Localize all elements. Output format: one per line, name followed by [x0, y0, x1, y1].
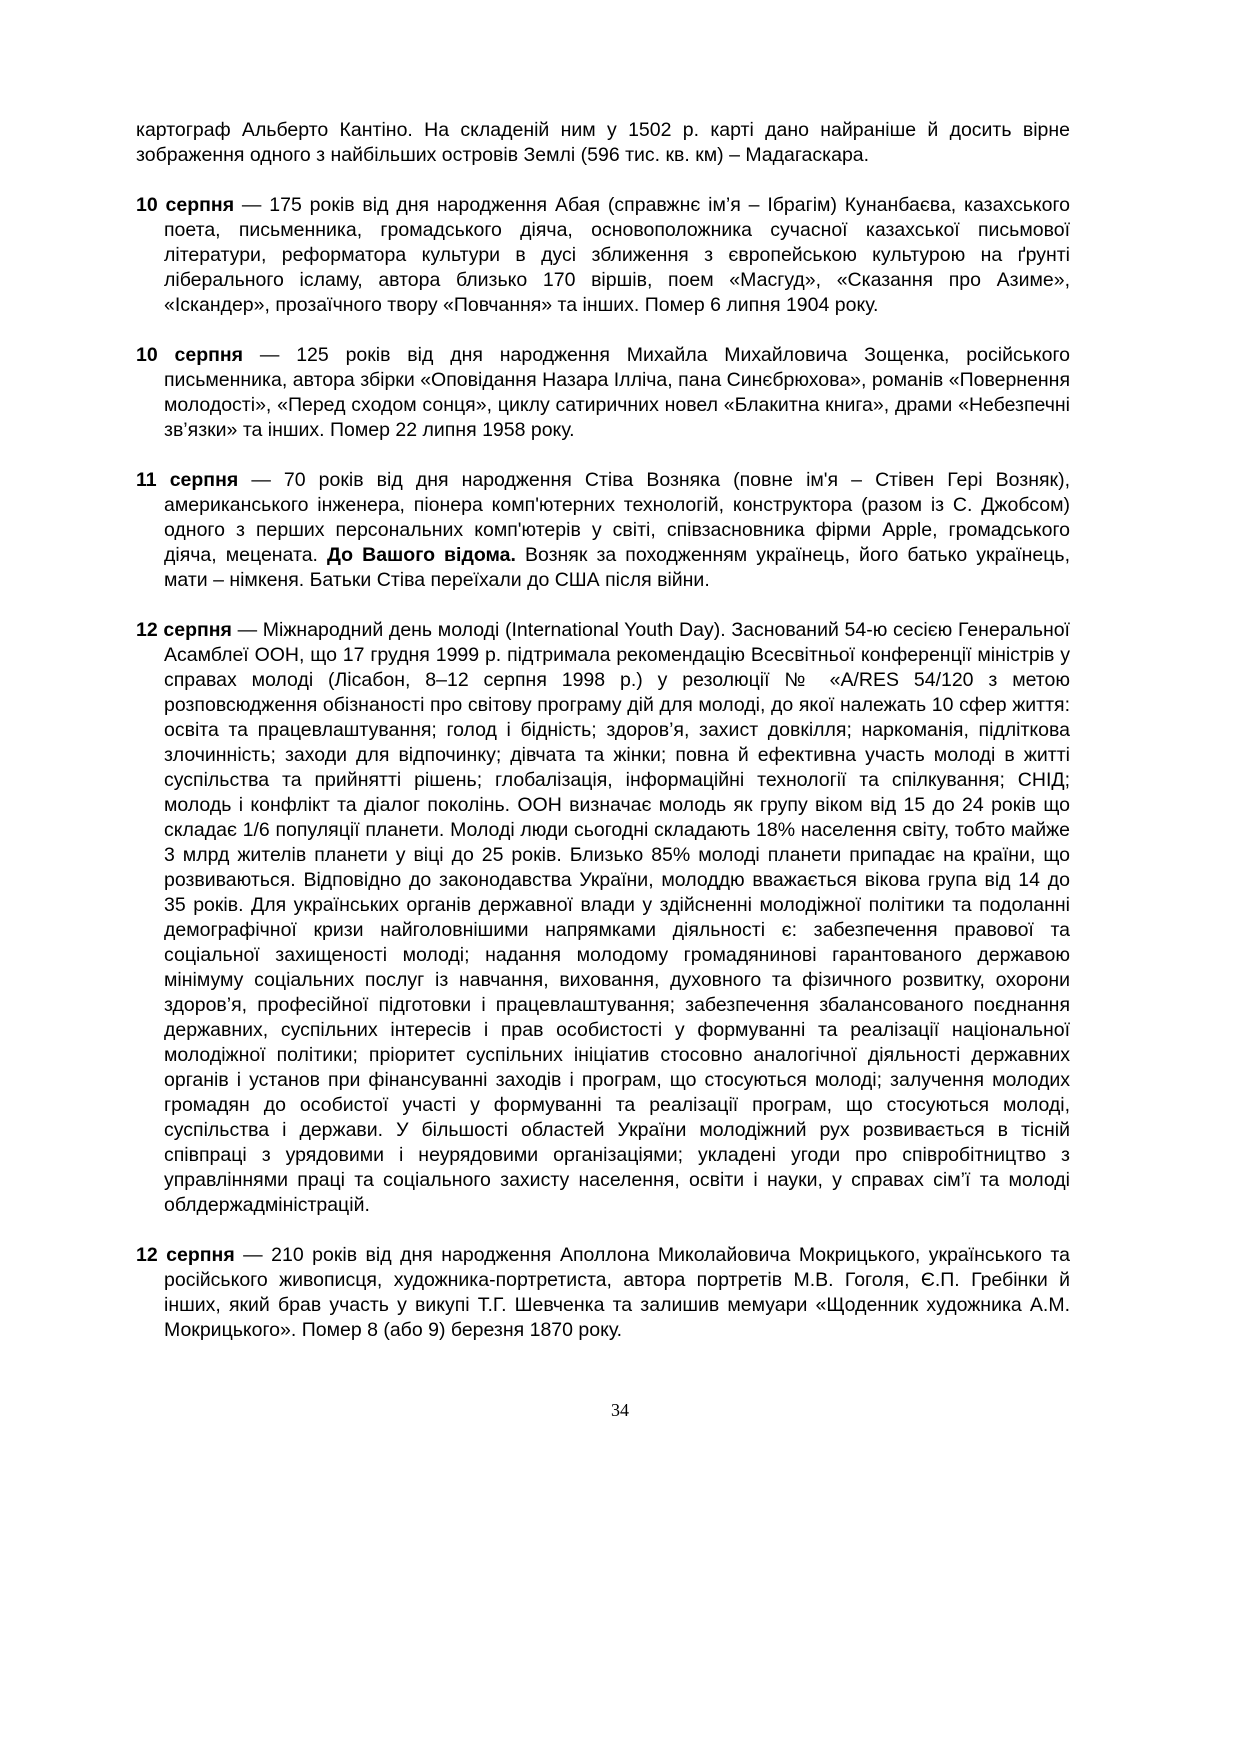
intro-paragraph [136, 118, 1070, 168]
intro-text: картограф Альберто Кантіно. На складеній ним у 1502 р. карті дано найраніше й досить вірне зображення одного з найбільших островів Землі (596 тис. кв. км) – Мадагаскара. [136, 119, 1070, 166]
entry-text: — 175 років від дня народження Абая (справжнє ім’я – Ібрагім) Кунанбаєва, казахського поета, письменника, громадського діяча, основоположника сучасної казахської письмової літератури, реформатора культури в дусі зближення з європейською культурою на ґрунті ліберального ісламу, автора близько 170 віршів, поем «Масгуд», «Сказання про Азиме», «Іскандер», прозаїчного твору «Повчання» та інших. Помер 6 липня 1904 року. [164, 194, 1070, 316]
entry-date: 12 серпня [136, 619, 232, 641]
entry-date: 12 серпня [136, 1244, 235, 1266]
note-label: До Вашого відома. [327, 544, 516, 566]
entry-date: 10 серпня [136, 194, 235, 216]
entry-wozniak [136, 468, 1070, 593]
entry-paragraph [136, 468, 1070, 593]
entry-abai [136, 193, 1070, 318]
entry-date: 11 серпня [136, 469, 239, 491]
entry-text: — 125 років від дня народження Михайла Михайловича Зощенка, російського письменника, автора збірки «Оповідання Назара Ілліча, пана Синєбрюхова», романів «Повернення молодості», «Перед сходом сонця», циклу сатиричних новел «Блакитна книга», драми «Небезпечні зв’язки» та інших. Помер 22 липня 1958 року. [164, 344, 1070, 441]
entry-paragraph [136, 1243, 1070, 1343]
page-number: 34 [611, 1400, 629, 1420]
entry-text: — 210 років від дня народження Аполлона Миколайовича Мокрицького, українського та російського живописця, художника-портретиста, автора портретів М.В. Гоголя, Є.П. Гребінки й інших, який брав участь у викупі Т.Г. Шевченка та залишив мемуари «Щоденник художника А.М. Мокрицького». Помер 8 (або 9) березня 1870 року. [164, 1244, 1070, 1341]
entry-date: 10 серпня [136, 344, 244, 366]
entry-text: — 70 років від дня народження Стіва Возняка (повне ім'я – Стівен Гері Возняк), американського інженера, піонера комп'ютерних технологій, конструктора (разом із С. Джобсом) одного з перших персональних комп'ютерів у світі, співзасновника фірми Apple, громадського діяча, мецената. [164, 469, 1070, 566]
entry-paragraph [136, 193, 1070, 318]
note-text: Возняк за походженням українець, його батько українець, мати – німкеня. Батьки Стіва переїхали до США після війни. [164, 544, 1070, 591]
entry-zoshchenko [136, 343, 1070, 443]
entry-mokrytsky [136, 1243, 1070, 1343]
entry-youth-day [136, 618, 1070, 1218]
entry-text: — Міжнародний день молоді (International Youth Day). Заснований 54-ю сесією Генеральної Асамблеї ООН, що 17 грудня 1999 р. підтримала рекомендацію Всесвітньої конференції міністрів у справах молоді (Лісабон, 8–12 серпня 1998 р.) у резолюції № «A/RES 54/120 з метою розповсюдження обізнаності про світову програму дій для молоді, до якої належать 10 сфер життя: освіта та працевлаштування; голод і бідність; здоров’я, захист довкілля; наркоманія, підліткова злочинність; заходи для відпочинку; дівчата та жінки; повна й ефективна участь молоді в житті суспільства та прийнятті рішень; глобалізація, інформаційні технології та спілкування; СНІД; молодь і конфлікт та діалог поколінь. ООН визначає молодь як групу віком від 15 до 24 років що складає 1/6 популяції планети. Молоді люди сьогодні складають 18% населення світу, тобто майже 3 млрд жителів планети у віці до 25 років. Близько 85% молоді планети припадає на країни, що розвиваються. Відповідно до законодавства України, молоддю вважається вікова група від 14 до 35 років. Для українських органів державної влади у здійсненні молодіжної політики та подоланні демографічної кризи найголовнішими напрямками діяльності є: забезпечення правової та соціальної захищеності молоді; надання молодому громадянинові гарантованого державою мінімуму соціальних послуг із навчання, виховання, духовного та фізичного розвитку, охорони здоров’я, професійної підготовки і працевлаштування; забезпечення збалансованого поєднання державних, суспільних інтересів і прав особистості у формуванні та реалізації національної молодіжної політики; пріоритет суспільних ініціатив стосовно аналогічної діяльності державних органів і установ при фінансуванні заходів і програм, що стосуються молоді; залучення молодих громадян до особистої участі у формуванні та реалізації програм, що стосуються молоді, суспільства і держави. У більшості областей України молодіжний рух розвивається в тісній співпраці з урядовими і неурядовими організаціями; укладені угоди про співробітництво з управліннями праці та соціального захисту населення, освіти і науки, у справах сім’ї та молоді облдержадміністрацій. [164, 619, 1070, 1216]
entry-paragraph [136, 618, 1070, 1218]
entry-paragraph [136, 343, 1070, 443]
